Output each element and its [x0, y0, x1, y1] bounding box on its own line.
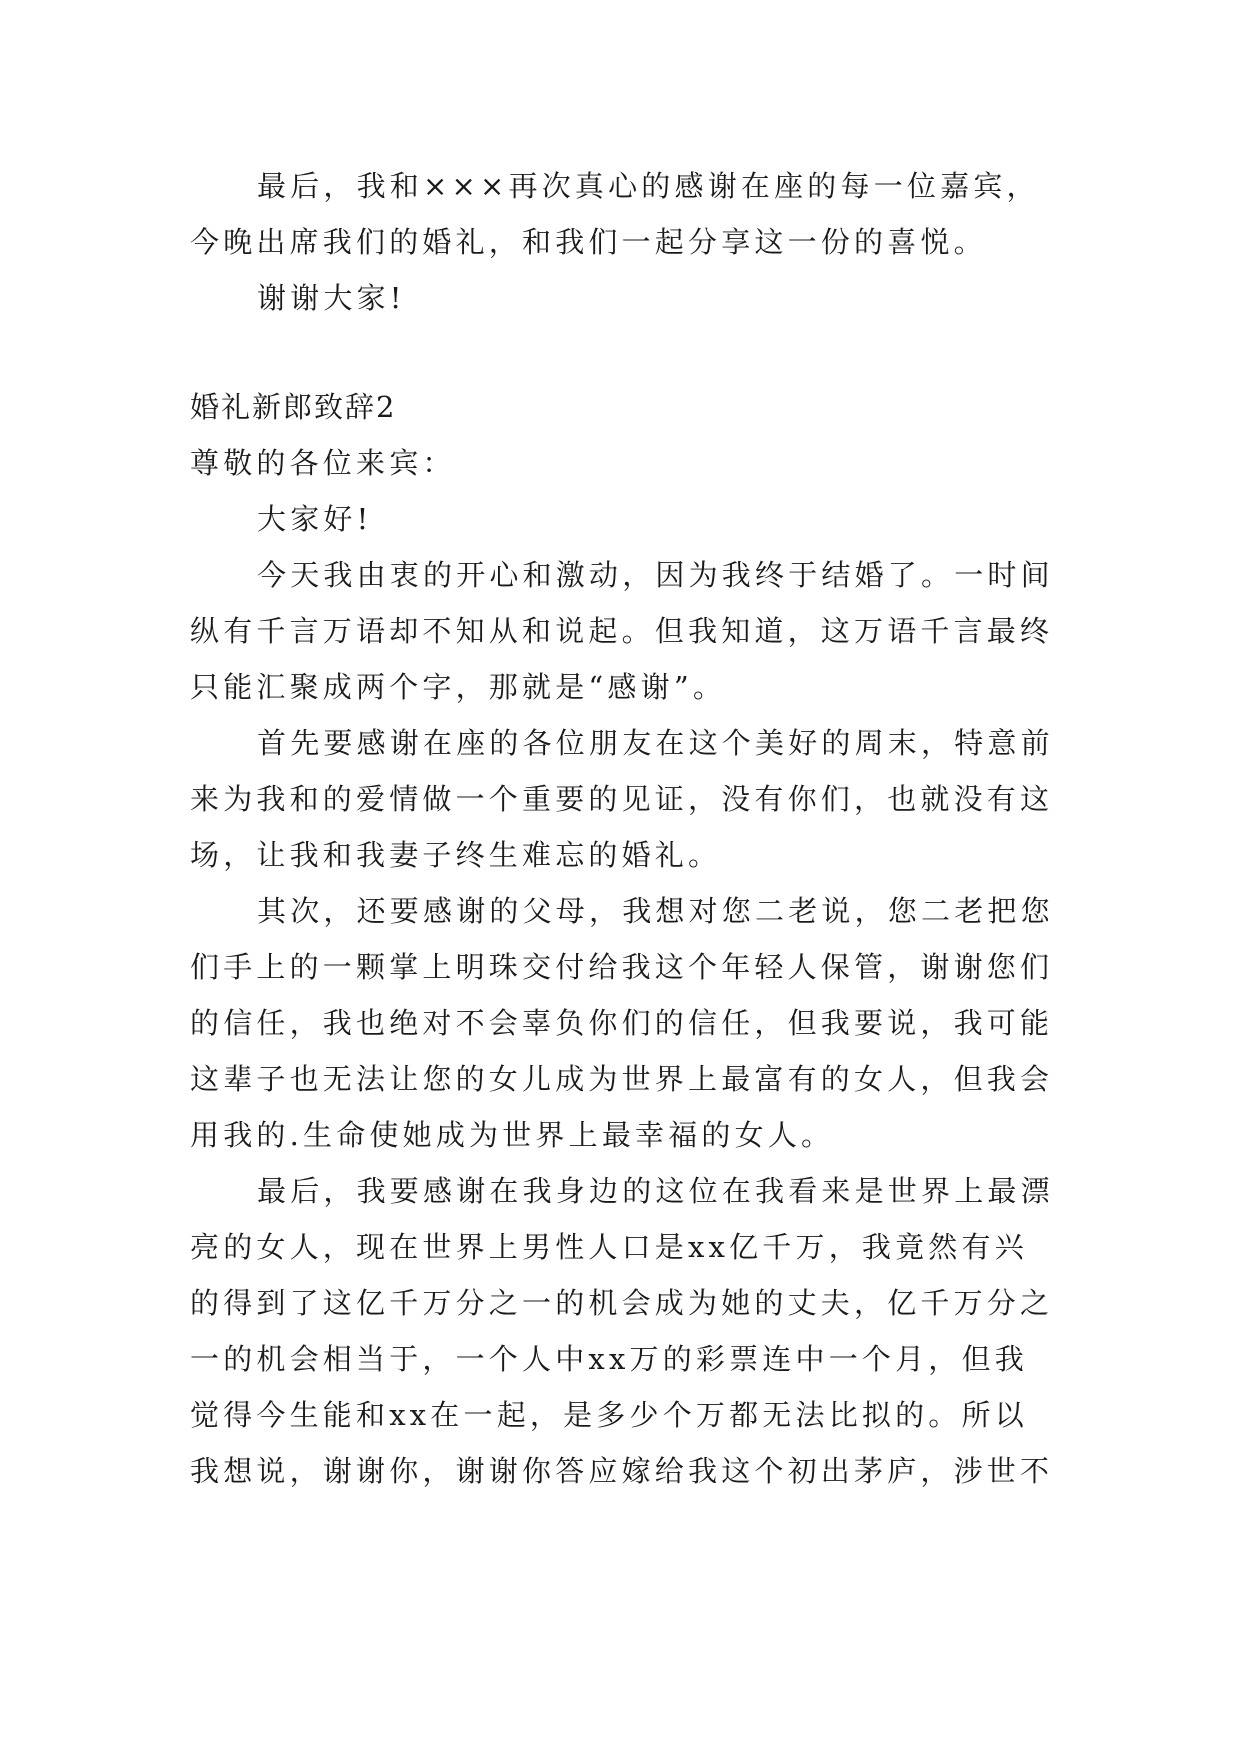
paragraph-line: 纵有千言万语却不知从和说起。但我知道，这万语千言最终	[190, 614, 1054, 648]
paragraph-line: 其次，还要感谢的父母，我想对您二老说，您二老把您	[257, 894, 1054, 928]
paragraph-line: 只能汇聚成两个字，那就是“感谢”。	[190, 670, 727, 704]
paragraph-line: 首先要感谢在座的各位朋友在这个美好的周末，特意前	[257, 726, 1054, 760]
paragraph-line: 亮的女人，现在世界上男性人口是xx亿千万，我竟然有兴	[190, 1230, 1028, 1264]
paragraph-line: 最后，我要感谢在我身边的这位在我看来是世界上最漂	[257, 1174, 1054, 1208]
closing-paragraph-line: 最后，我和×××再次真心的感谢在座的每一位嘉宾，	[257, 169, 1040, 203]
paragraph-line: 的得到了这亿千万分之一的机会成为她的丈夫，亿千万分之	[190, 1286, 1054, 1320]
paragraph-line: 们手上的一颗掌上明珠交付给我这个年轻人保管，谢谢您们	[190, 950, 1054, 984]
section-title: 婚礼新郎致辞2	[190, 390, 397, 424]
paragraph-line: 来为我和的爱情做一个重要的见证，没有你们，也就没有这	[190, 782, 1054, 816]
paragraph-line: 用我的.生命使她成为世界上最幸福的女人。	[190, 1118, 835, 1152]
closing-paragraph-line: 今晚出席我们的婚礼，和我们一起分享这一份的喜悦。	[190, 225, 987, 259]
greeting: 大家好!	[257, 502, 373, 536]
paragraph-line: 觉得今生能和xx在一起，是多少个万都无法比拟的。所以	[190, 1398, 1028, 1432]
paragraph-line: 的信任，我也绝对不会辜负你们的信任，但我要说，我可能	[190, 1006, 1054, 1040]
salutation: 尊敬的各位来宾：	[190, 446, 456, 480]
paragraph-line: 我想说，谢谢你，谢谢你答应嫁给我这个初出茅庐，涉世不	[190, 1454, 1054, 1488]
paragraph-line: 场，让我和我妻子终生难忘的婚礼。	[190, 838, 722, 872]
paragraph-line: 今天我由衷的开心和激动，因为我终于结婚了。一时间	[257, 558, 1054, 592]
paragraph-line: 这辈子也无法让您的女儿成为世界上最富有的女人，但我会	[190, 1062, 1054, 1096]
paragraph-line: 一的机会相当于，一个人中xx万的彩票连中一个月，但我	[190, 1342, 1028, 1376]
thanks-line: 谢谢大家!	[257, 281, 406, 315]
